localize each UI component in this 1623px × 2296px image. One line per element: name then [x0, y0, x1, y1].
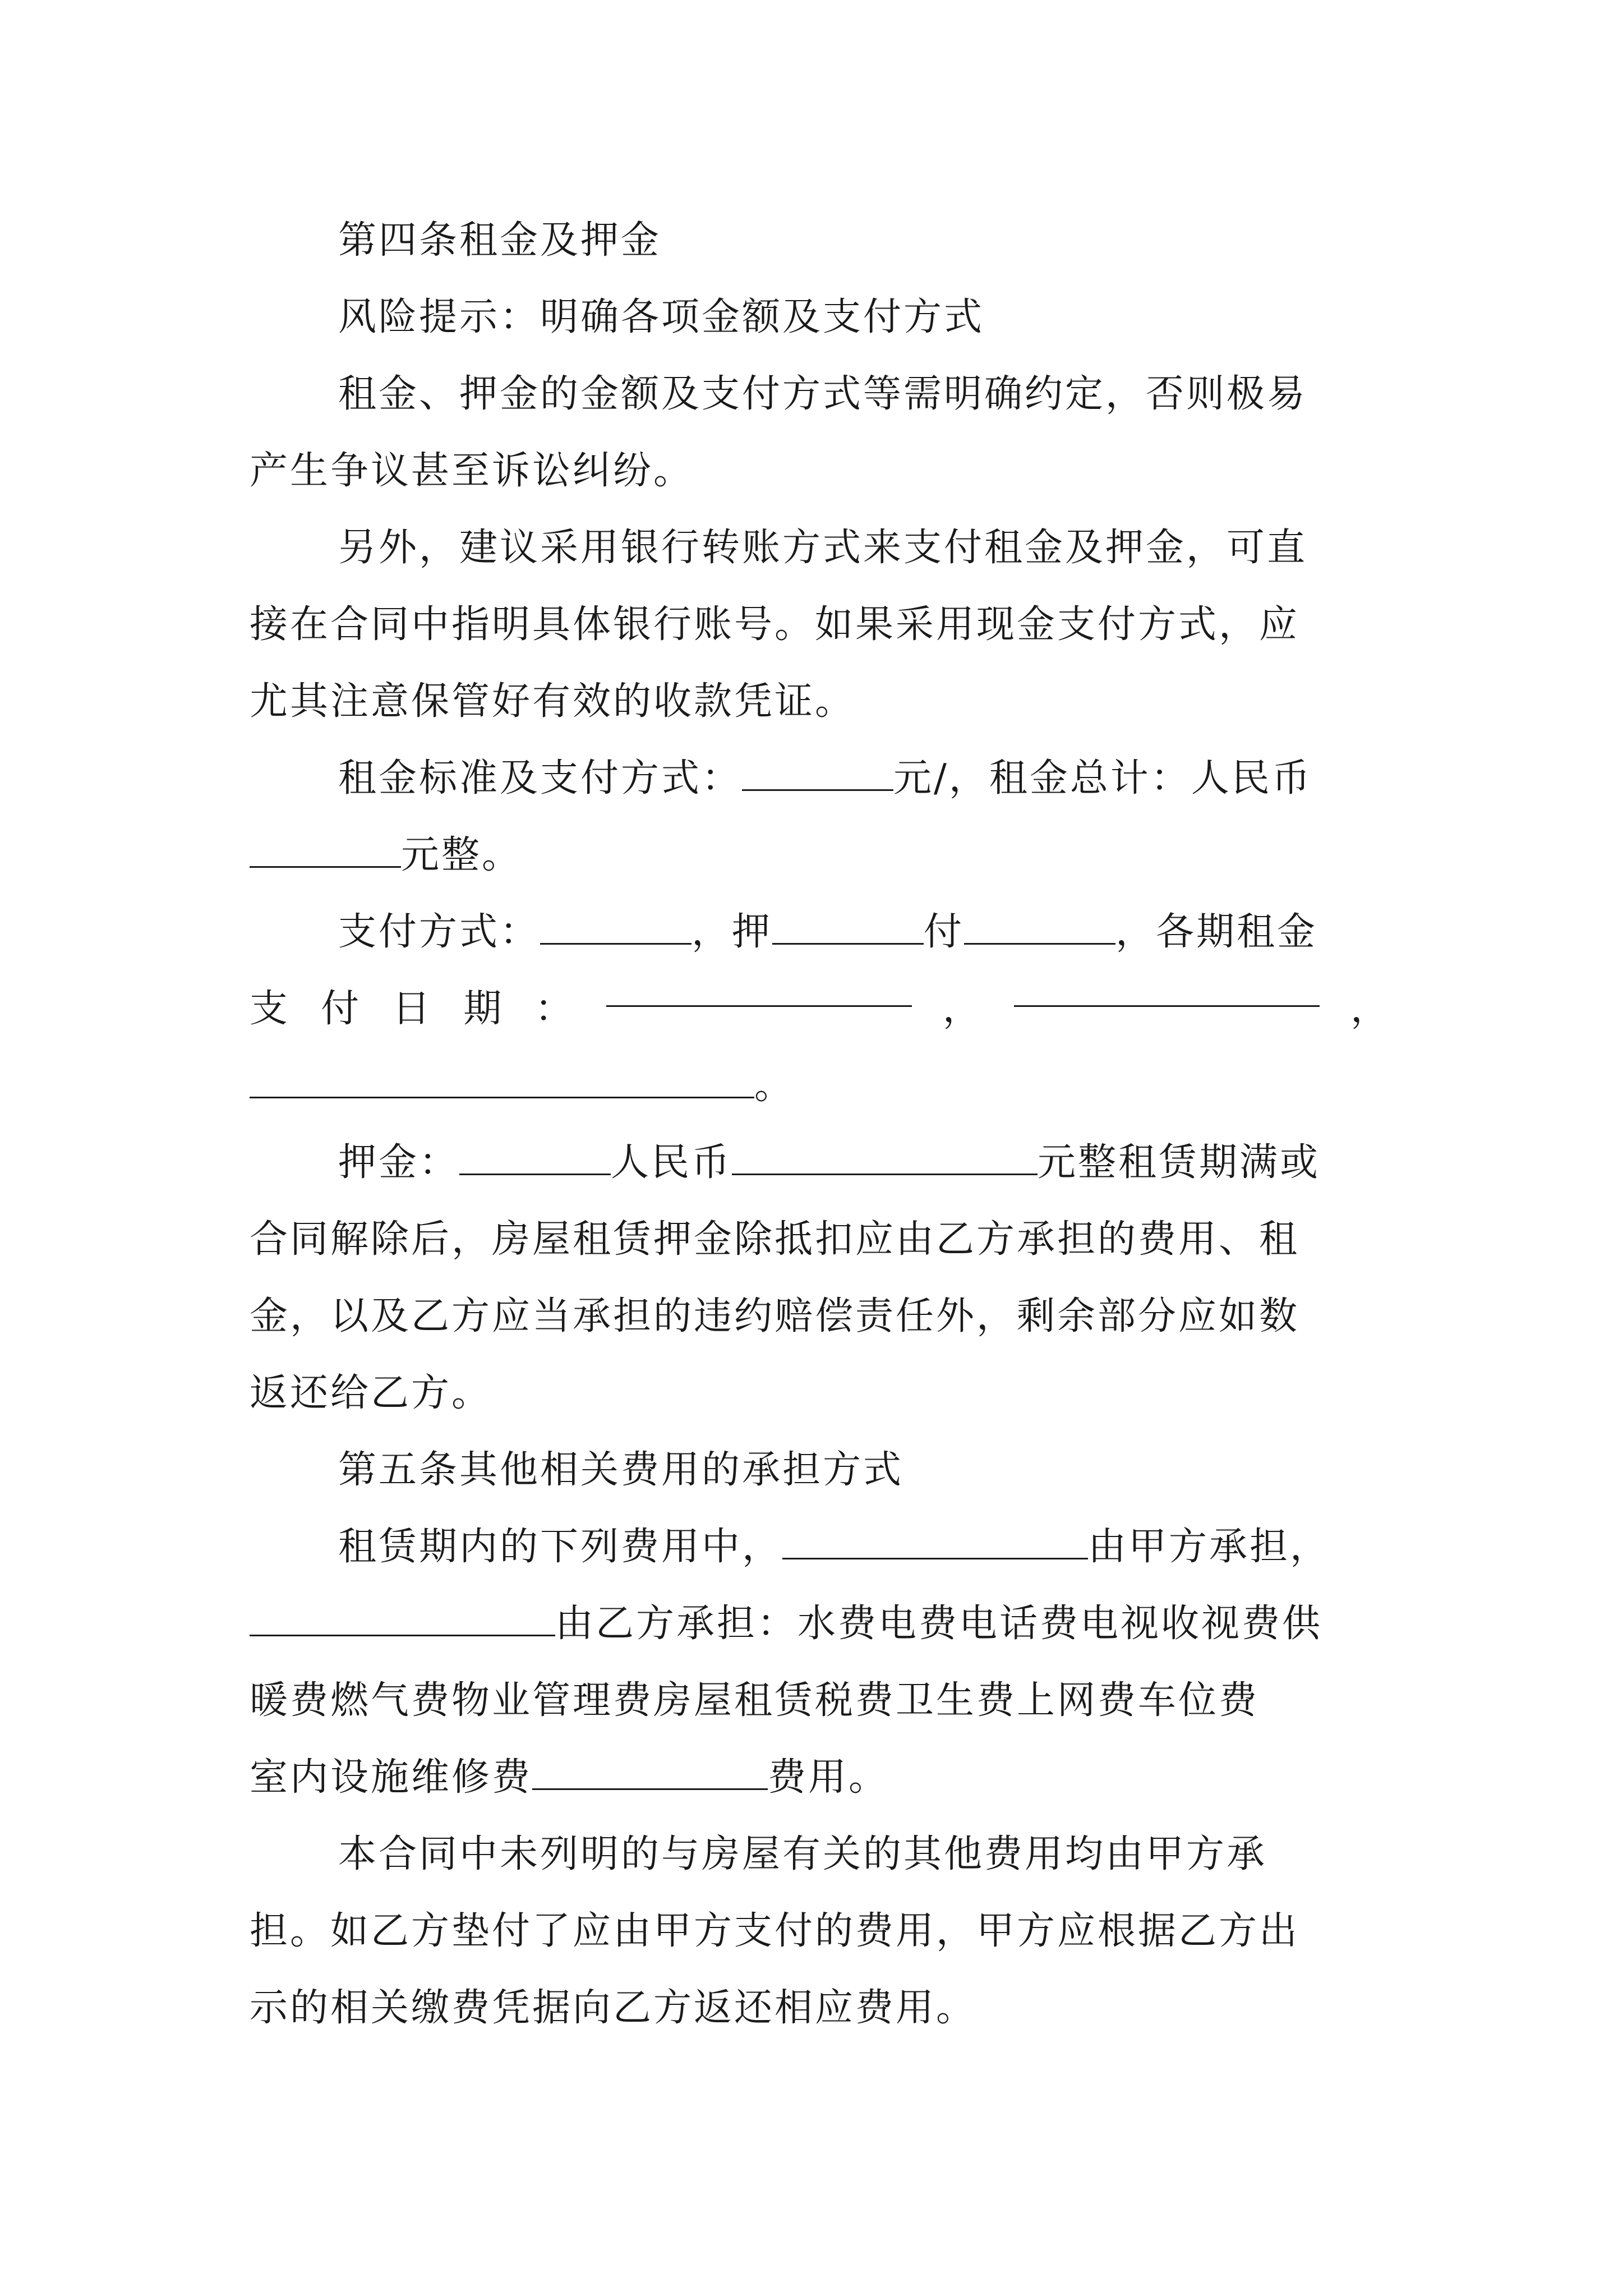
- fees-line3: 暖费燃气费物业管理费房屋租赁税费卫生费上网费车位费: [250, 1678, 1260, 1723]
- rent-standard-line: [250, 740, 1391, 817]
- payment-date-end: 。: [754, 1064, 795, 1108]
- rent-amount-blank[interactable]: [742, 754, 893, 791]
- payment-pay-text: 付: [924, 910, 965, 954]
- risk-tip: 风险提示：明确各项金额及支付方式: [338, 295, 985, 339]
- paragraph-transfer-line2: 接在合同中指明具体银行账号。如果采用现金支付方式，应: [250, 602, 1300, 647]
- deposit-line2: 合同解除后，房屋租赁押金除抵扣应由乙方承担的费用、租: [250, 1217, 1300, 1262]
- deposit-line1: [250, 1124, 1391, 1201]
- payment-date-char: ：: [534, 987, 575, 1031]
- rent-total-blank[interactable]: [250, 831, 401, 868]
- rent-unit-text: 元/，租金总计：人民币: [893, 756, 1312, 800]
- fees-line4-start: 室内设施维修费: [250, 1755, 533, 1800]
- payment-method-blank[interactable]: [540, 908, 691, 945]
- other-fees-line2: 担。如乙方垫付了应由甲方支付的费用，甲方应根据乙方出: [250, 1909, 1300, 1953]
- payment-date-comma: ，: [942, 987, 983, 1031]
- article5-title: 第五条其他相关费用的承担方式: [338, 1448, 904, 1492]
- payment-date-blank-2[interactable]: [1014, 970, 1320, 1007]
- contract-page: [250, 202, 1391, 2046]
- payment-date-char: 付: [321, 987, 362, 1031]
- deposit-line1-end: 元整租赁期满或: [1038, 1140, 1321, 1185]
- fees-line4: [250, 1739, 1391, 1816]
- paragraph-amount-line2: 产生争议甚至诉讼纠纷。: [250, 449, 694, 493]
- payment-deposit-blank[interactable]: [772, 908, 924, 945]
- payment-date-char: 日: [392, 987, 433, 1031]
- fees-line2: [250, 1585, 1391, 1662]
- payment-period-text: ，各期租金: [1115, 910, 1318, 954]
- payment-date-blank-1[interactable]: [606, 970, 912, 1007]
- payment-pay-blank[interactable]: [964, 908, 1115, 945]
- deposit-amount-blank[interactable]: [732, 1139, 1038, 1175]
- deposit-line3: 金，以及乙方应当承担的违约赔偿责任外，剩余部分应如数: [250, 1294, 1300, 1338]
- payment-date-line-cont: [250, 1047, 1391, 1124]
- article4-title: 第四条租金及押金: [338, 218, 662, 263]
- rent-standard-label: 租金标准及支付方式：: [338, 756, 743, 800]
- deposit-label: 押金：: [338, 1140, 460, 1185]
- paragraph-amount-line1: 租金、押金的金额及支付方式等需明确约定，否则极易: [338, 372, 1308, 416]
- fees-line1-start: 租赁期内的下列费用中，: [338, 1525, 783, 1569]
- other-fees-line3: 示的相关缴费凭据向乙方返还相应费用。: [250, 1986, 977, 2030]
- fees-party-b-blank[interactable]: [250, 1600, 555, 1636]
- payment-date-comma: ，: [1350, 987, 1391, 1031]
- fees-line4-end: 费用。: [768, 1755, 889, 1800]
- rent-total-end: 元整。: [401, 833, 523, 877]
- payment-method-label: 支付方式：: [338, 910, 541, 954]
- deposit-blank[interactable]: [459, 1139, 611, 1175]
- rent-total-line: [250, 817, 1391, 894]
- fees-line1-end: 由甲方承担，: [1088, 1525, 1331, 1569]
- deposit-line4: 返还给乙方。: [250, 1371, 492, 1415]
- payment-date-blank-3[interactable]: [250, 1062, 754, 1098]
- payment-date-char: 支: [250, 987, 291, 1031]
- fees-line2-end: 由乙方承担：水费电费电话费电视收视费供: [555, 1602, 1323, 1646]
- other-fees-line1: 本合同中未列明的与房屋有关的其他费用均由甲方承: [338, 1832, 1267, 1876]
- fees-party-a-blank[interactable]: [782, 1523, 1088, 1559]
- fees-other-blank[interactable]: [532, 1754, 768, 1790]
- payment-deposit-text: ，押: [691, 910, 773, 954]
- payment-date-line: [250, 970, 1391, 1047]
- paragraph-transfer-line3: 尤其注意保管好有效的收款凭证。: [250, 679, 856, 724]
- payment-method-line: [250, 894, 1391, 970]
- paragraph-transfer-line1: 另外，建议采用银行转账方式来支付租金及押金，可直: [338, 526, 1308, 570]
- payment-date-char: 期: [463, 987, 504, 1031]
- fees-line1: [250, 1508, 1391, 1585]
- deposit-currency: 人民币: [611, 1140, 732, 1185]
